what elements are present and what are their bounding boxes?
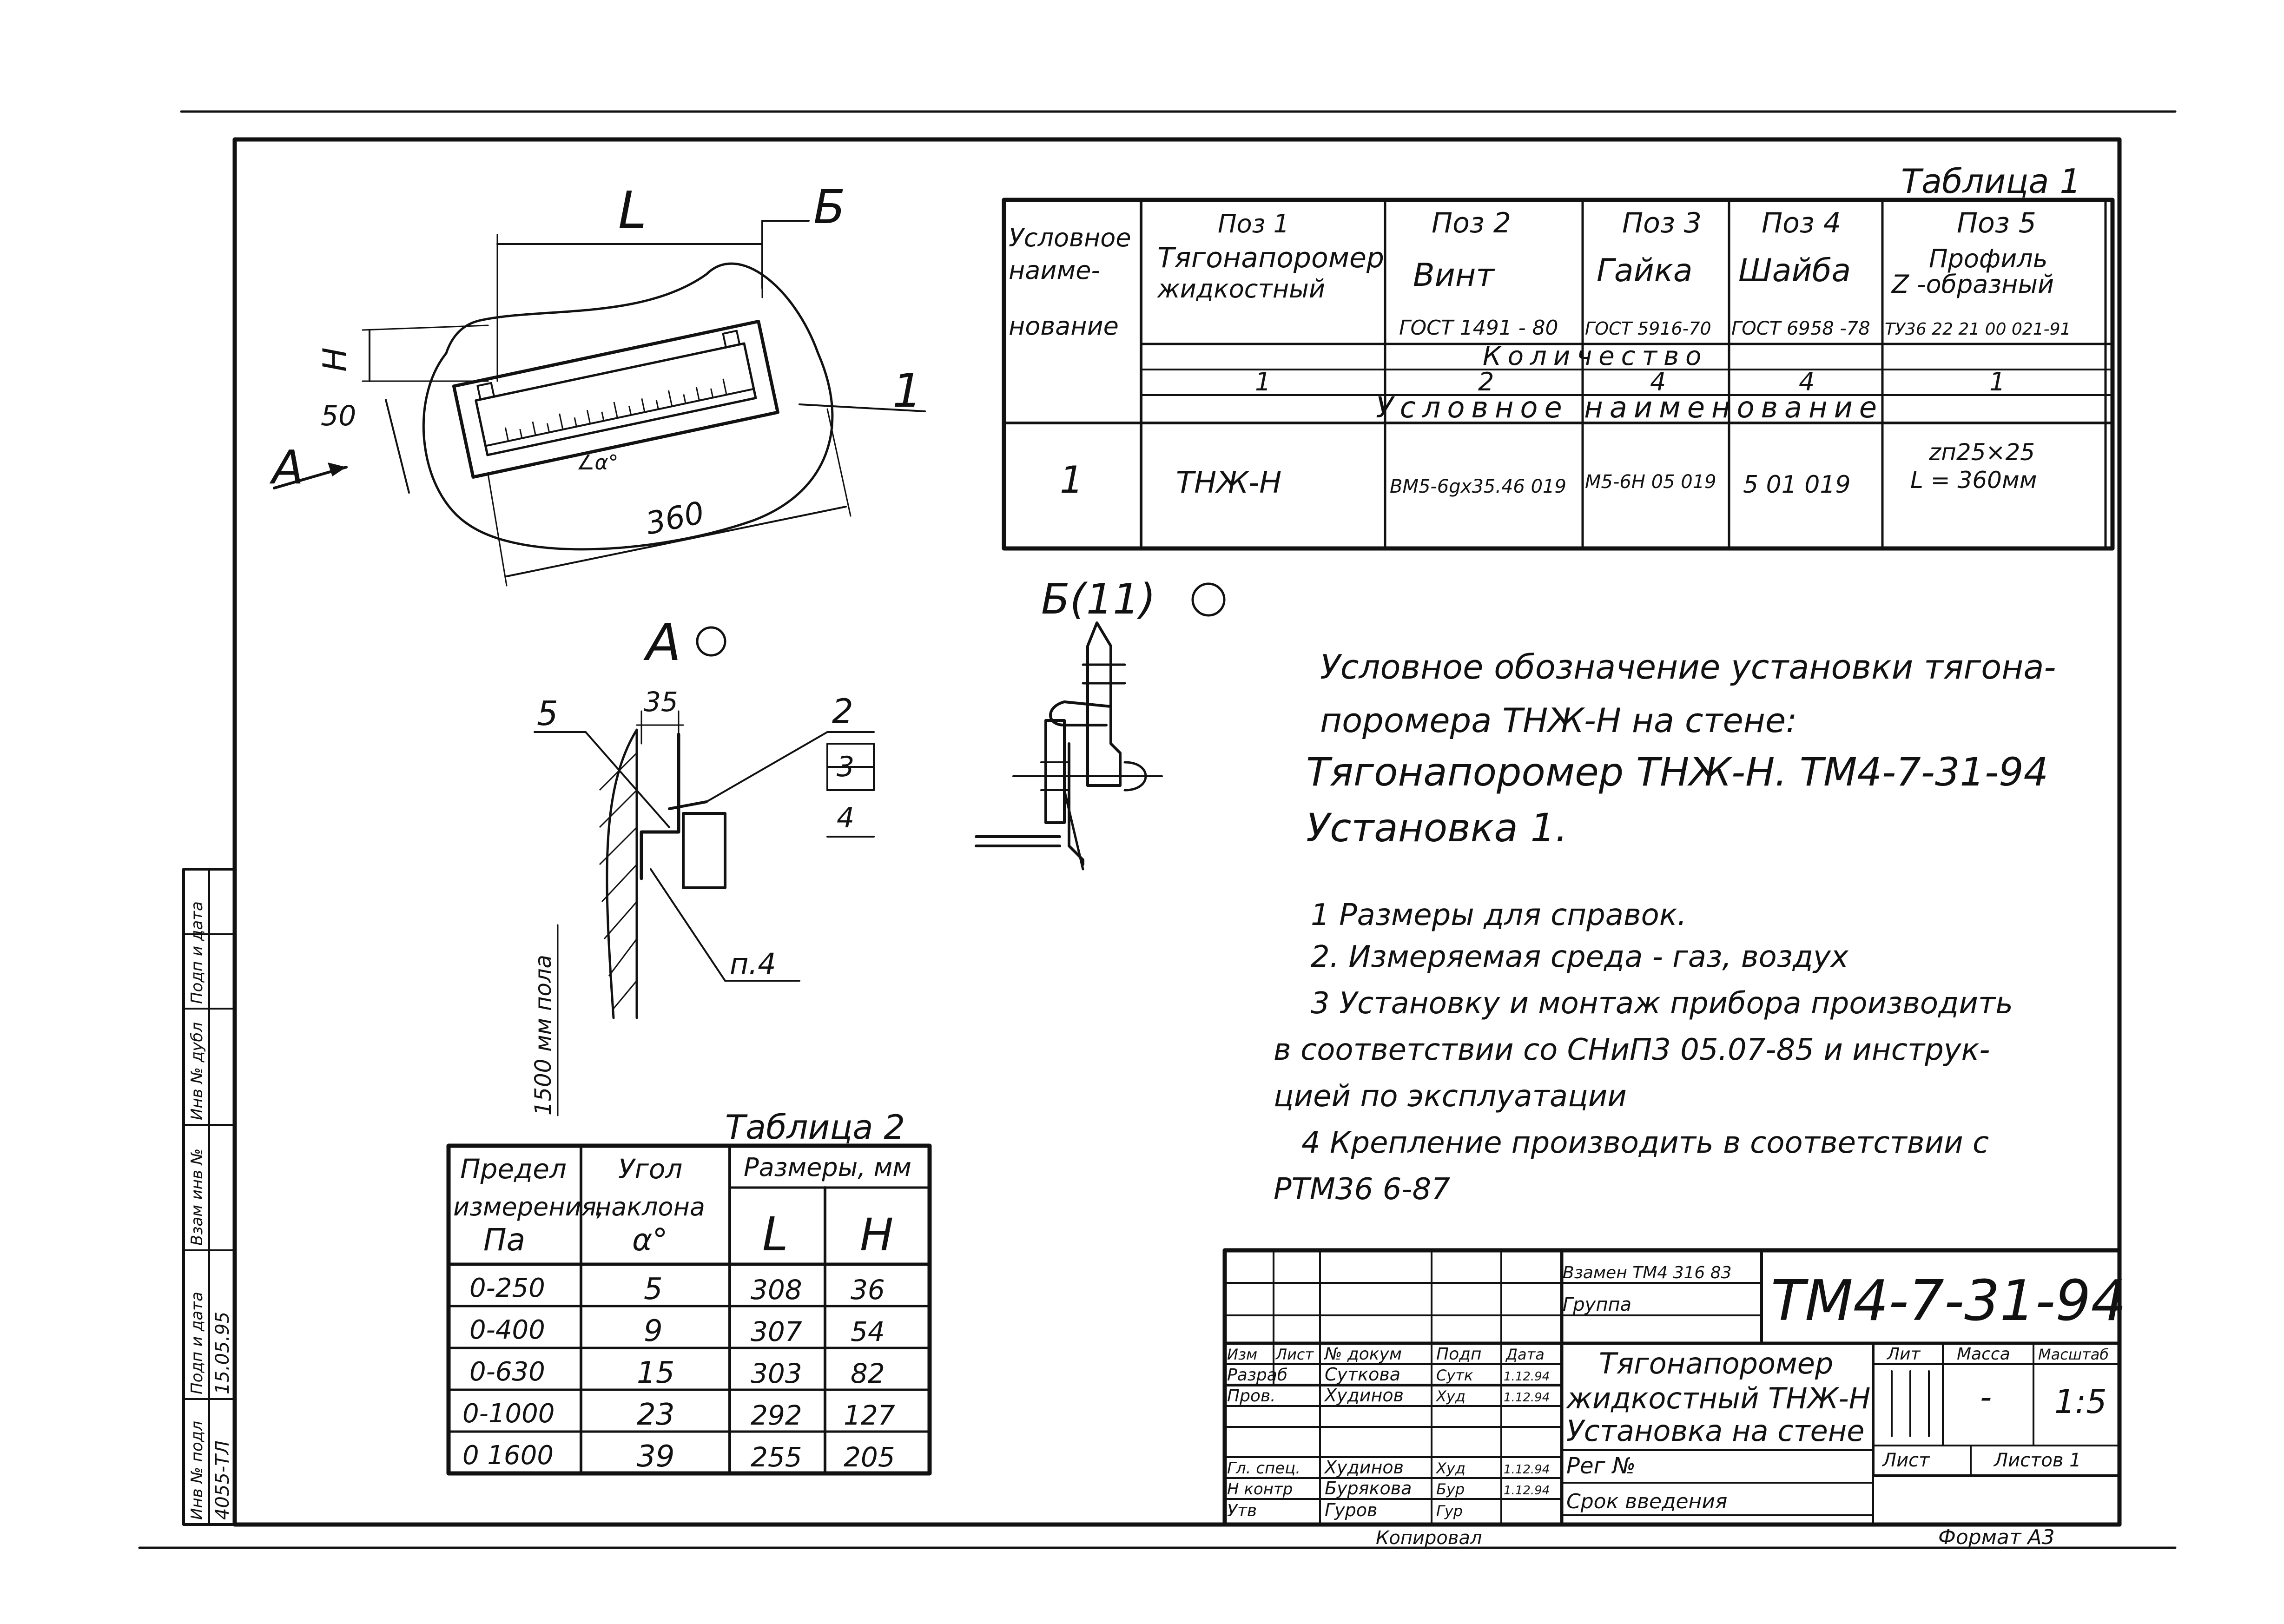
arrow-A-label: А [272,440,304,495]
t2-r5-angle: 39 [637,1439,675,1474]
tb-replaced: Взамен ТМ4 316 83 [1563,1263,1732,1282]
t1-h4-l3: ГОСТ 6958 -78 [1731,318,1870,339]
tb-copied: Копировал [1376,1527,1482,1549]
tb-r2-name: Худинов [1325,1385,1404,1406]
stamp-date-value: 15.05.95 [212,1311,233,1394]
t2-r1-angle: 5 [644,1272,663,1307]
t1-h5-l2: Профиль [1929,244,2048,273]
t1-row-profile: zп25×25 [1929,439,2035,466]
note-4a: 4 Крепление производить в соответствии с [1301,1126,1989,1160]
tb-scale: Масштаб [2038,1346,2109,1363]
t2-h2-l1: Угол [618,1153,683,1185]
dim-L: L [618,180,647,240]
stamp-podp-data: Подп и дата [188,1292,206,1394]
tb-r5-sign: Бур [1436,1480,1465,1498]
t2-r4-angle: 23 [637,1398,675,1432]
t2-r4-L: 292 [751,1400,802,1431]
t2-row-3 [469,1356,885,1390]
tb-r5-name: Бурякова [1325,1478,1412,1499]
t1-h2-l2: Винт [1413,257,1494,294]
note-3a: 3 Установку и монтаж прибора производить [1311,986,2013,1021]
t1-h3-l2: Гайка [1597,252,1693,289]
notes [1274,647,2056,1207]
tb-lit: Лит [1887,1345,1921,1364]
t2-r3-H: 82 [851,1358,885,1389]
t1-h5-l4: ТУ36 22 21 00 021-91 [1885,320,2071,339]
view-A-pos-5: 5 [537,694,558,733]
t2-h2-l3: α° [632,1222,668,1258]
view-A-title: А [646,613,681,672]
table-2 [449,1108,930,1474]
tb-scale-value: 1:5 [2054,1383,2107,1421]
view-B-title: Б(11) [1041,575,1156,624]
tb-r2-date: 1.12.94 [1504,1391,1550,1405]
table1-caption: Таблица 1 [1901,162,2081,201]
t1-row-nut: М5-6Н 05 019 [1585,471,1716,493]
tb-mass-value: - [1980,1378,1992,1416]
tb-r1-name: Суткова [1325,1364,1401,1385]
t2-r1-H: 36 [851,1274,885,1306]
t1-h3-l1: Поз 3 [1622,207,1702,239]
table2-caption: Таблица 2 [725,1108,905,1147]
notes-heading-1: Условное обозначение установки тягона- [1320,647,2056,687]
tb-mass: Масса [1957,1345,2010,1364]
tb-r1-role: Разраб [1227,1366,1288,1385]
tb-r1-date: 1.12.94 [1504,1370,1550,1384]
view-A-height: 1500 мм пола [530,955,556,1116]
t1-h1-l1: Поз 1 [1218,209,1289,238]
view-B [976,575,1224,869]
stamp-inv-value: 4055-ТЛ [212,1440,233,1520]
t1-h1-l3: жидкостный [1157,274,1325,304]
t2-r2-L: 307 [751,1316,802,1347]
t1-qty-2: 2 [1478,367,1494,396]
t2-row-5 [462,1439,895,1474]
callout-1: 1 [892,363,922,418]
t1-row-pos: 1 [1060,458,1083,502]
t2-row-1 [469,1272,885,1307]
view-A-pos-3: 3 [837,751,855,783]
note-1: 1 Размеры для справок. [1311,898,1687,932]
tb-r2-role: Пров. [1227,1386,1276,1406]
tb-r2-sign: Худ [1436,1387,1465,1405]
notes-heading-2: поромера ТНЖ-Н на стене: [1320,701,1797,740]
tb-hdr-izm: Изм [1227,1346,1258,1363]
t2-r5-range: 0 1600 [462,1440,554,1471]
tb-title-3: Установка на стене [1566,1414,1865,1448]
table-1 [1004,162,2112,548]
t1-qty-3: 4 [1650,367,1666,396]
note-3b: в соответствии со СНиП3 05.07-85 и инструк- [1274,1033,1990,1067]
t1-qty-1: 1 [1255,367,1271,396]
t2-r4-H: 127 [844,1400,895,1431]
dim-50: 50 [321,400,356,432]
t1-h2-l1: Поз 2 [1432,207,1511,239]
t2-h1-l1: Предел [460,1153,567,1185]
tb-hdr-doc: № докум [1325,1345,1402,1364]
dim-H: H [316,347,354,372]
view-A [530,613,874,1116]
t1-row-washer: 5 01 019 [1743,471,1851,499]
tb-r4-sign: Худ [1436,1459,1465,1477]
tb-r4-date: 1.12.94 [1504,1463,1550,1477]
t1-cond-label: Условное наименование [1376,390,1884,424]
tb-r6-name: Гуров [1325,1500,1378,1520]
t1-row-length: L = 360мм [1910,467,2037,494]
tb-reg: Рег № [1566,1453,1636,1479]
callout-B: Б [813,180,845,234]
tb-r4-role: Гл. спец. [1227,1459,1301,1478]
tb-hdr-list: Лист [1276,1346,1314,1363]
t1-qty-5: 1 [1989,367,2006,396]
main-view [269,180,925,586]
t2-r3-L: 303 [751,1358,802,1389]
tb-group: Группа [1563,1294,1632,1315]
t2-r2-angle: 9 [644,1314,663,1348]
t1-h0-l1: Условное [1009,223,1131,252]
tb-format: Формат А3 [1938,1525,2055,1549]
tb-r5-date: 1.12.94 [1504,1484,1550,1498]
t1-h5-l1: Поз 5 [1957,207,2036,239]
view-A-pos-4: 4 [837,802,855,834]
stamp-vzam-inv: Взам инв № [188,1148,206,1246]
note-2: 2. Измеряемая среда - газ, воздух [1311,940,1848,974]
tb-title-2: жидкостный ТНЖ-Н [1566,1381,1871,1415]
t2-r5-L: 255 [751,1441,802,1473]
view-A-note-p4: п.4 [730,947,776,981]
t1-row-screw: ВМ5-6gх35.46 019 [1390,476,1566,497]
t2-h3: Размеры, мм [744,1153,912,1182]
notes-designation-2: Установка 1. [1306,805,1568,851]
view-A-pos-2: 2 [832,692,853,731]
t1-h4-l2: Шайба [1738,252,1851,289]
stamp-inv-podl: Инв № подл [188,1421,206,1520]
t1-row-gauge: ТНЖ-Н [1176,466,1282,500]
t2-hL: L [762,1207,788,1261]
t1-h0-l3: нование [1009,311,1119,341]
t1-h2-l3: ГОСТ 1491 - 80 [1399,316,1558,340]
tb-hdr-date: Дата [1506,1346,1545,1363]
angle-label: ∠α° [576,451,619,475]
note-4b: РТМ36 6-87 [1274,1172,1450,1207]
tb-code: ТМ4-7-31-94 [1771,1269,2126,1334]
stamp-inv-dubl: Инв № дубл [188,1022,206,1120]
title-block [1225,1250,2126,1549]
dim-360: 360 [642,495,707,542]
tb-r5-role: Н контр [1227,1480,1293,1499]
tb-sheet: Лист [1882,1450,1930,1471]
t2-r2-range: 0-400 [469,1315,545,1345]
view-A-dim-35: 35 [644,686,678,718]
tb-r1-sign: Сутк [1436,1367,1473,1384]
t2-r3-range: 0-630 [469,1357,545,1387]
note-3c: цией по эксплуатации [1274,1079,1627,1114]
t1-h1-l2: Тягонапоромер [1157,242,1384,274]
t1-qty-label: Количество [1483,341,1708,371]
stamp-podp-data-2: Подп и дата [188,901,206,1004]
t2-r5-H: 205 [844,1441,895,1473]
side-stamp [184,869,235,1525]
t2-r1-range: 0-250 [469,1273,545,1303]
t2-r4-range: 0-1000 [462,1399,555,1429]
t2-row-2 [469,1314,885,1348]
t1-h3-l3: ГОСТ 5916-70 [1585,318,1711,339]
tb-title-1: Тягонапоромер [1599,1347,1834,1380]
tb-term: Срок введения [1566,1490,1728,1513]
tb-r4-name: Худинов [1325,1457,1404,1478]
tb-r6-role: Утв [1227,1501,1257,1520]
tb-sheets: Листов 1 [1994,1450,2081,1471]
t1-h5-l3: Z -образный [1892,270,2054,299]
t2-r1-L: 308 [751,1274,802,1306]
t2-h1-l2: измерения, [453,1192,605,1221]
t2-r3-angle: 15 [637,1356,675,1390]
t2-h2-l2: наклона [595,1192,705,1221]
tb-hdr-sign: Подп [1436,1345,1482,1364]
t2-row-4 [462,1398,895,1432]
t1-h4-l1: Поз 4 [1762,207,1841,239]
notes-designation-1: Тягонапоромер ТНЖ-Н. ТМ4-7-31-94 [1306,749,2049,795]
t2-hH: H [860,1209,894,1261]
t2-r2-H: 54 [851,1316,885,1347]
t1-qty-4: 4 [1799,367,1815,396]
t2-h1-l3: Па [483,1222,526,1258]
tb-r6-sign: Гур [1436,1502,1463,1520]
t1-h0-l2: наиме- [1009,256,1100,285]
